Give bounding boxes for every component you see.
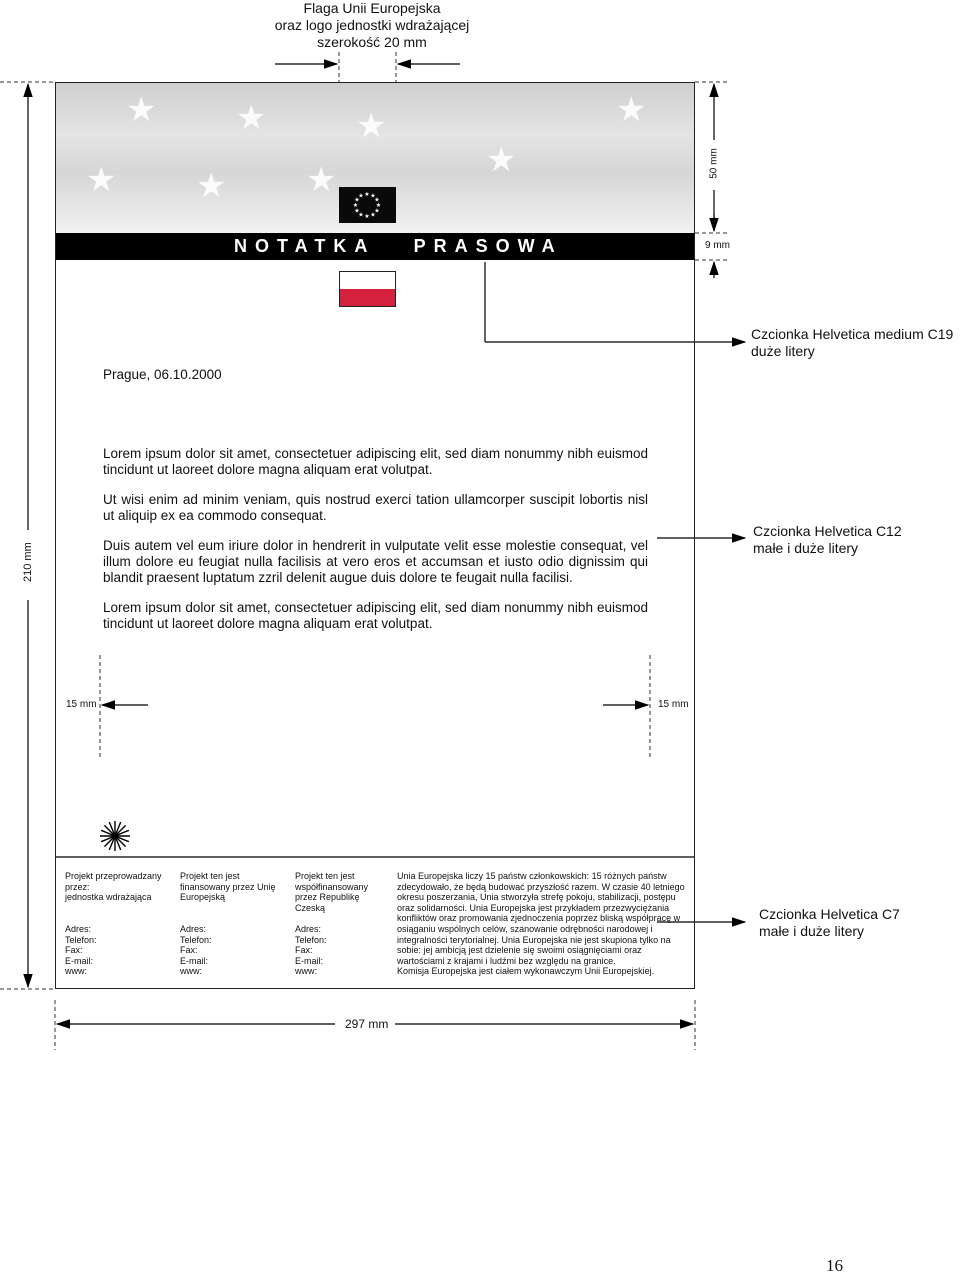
font-c7-label: Czcionka Helvetica C7 małe i duże litery xyxy=(759,906,900,939)
font-c19-label: Czcionka Helvetica medium C19 duże litery xyxy=(751,326,954,359)
width-297-label: 297 mm xyxy=(345,1017,389,1031)
height-210-label: 210 mm xyxy=(22,542,34,582)
footer-col-implementing: Projekt przeprowadzany przez: jednostka wdrażająca Adres: Telefon: Fax: E-mail: www: xyxy=(65,871,162,977)
eu-flag-banner-image: ★ ★ ★ ★ ★ ★ ★ ★ xyxy=(56,83,694,233)
svg-text:★: ★ xyxy=(370,192,376,200)
page-number: 16 xyxy=(826,1256,843,1275)
svg-text:★: ★ xyxy=(358,192,364,200)
footer-eu-description: Unia Europejska liczy 15 państw członkowskich: 15 różnych państw zdecydowało, że będą budować przyszłość razem. W czasie 40 letniego okresu poszerzania, Unia stworzyła strefę pokoju, stabilizacji, postępu oraz solidarności. Unia Europejska jest przykładem przezwyciężania konfliktów oraz promowania zjednoczenia poprzez bliską współpracę w osiąganiu wspólnych celów, szanowanie odrębności narodowej i integralności terytorialnej. Unia Europejska nie jest skupiona tylko na sobie: jej ambicją jest dzielenie się swoimi osiągnięciami oraz wartościami z krajami i ludźmi bez względu na granice. Komisja Europejska jest ciałem wykonawczym Unii Europejskiej. xyxy=(397,871,685,977)
svg-text:★: ★ xyxy=(374,196,380,204)
margin-right-label: 15 mm xyxy=(658,699,689,710)
svg-text:★: ★ xyxy=(370,211,376,219)
footer-col-cz-cofunding: Projekt ten jest współfinansowany przez Republikę Czeską Adres: Telefon: Fax: E-mail: www: xyxy=(295,871,369,977)
svg-text:★: ★ xyxy=(354,207,360,215)
margin-left-label: 15 mm xyxy=(66,699,97,710)
svg-text:★: ★ xyxy=(374,207,380,215)
svg-text:★: ★ xyxy=(358,211,364,219)
svg-text:★: ★ xyxy=(364,213,370,220)
paragraph-4: Lorem ipsum dolor sit amet, consectetuer adipiscing elit, sed diam nonummy nibh euismod tincidunt ut laoreet dolore magna aliquam erat volutpat. xyxy=(103,600,648,631)
svg-text:★: ★ xyxy=(354,196,360,204)
svg-text:★: ★ xyxy=(364,191,370,198)
svg-text:★: ★ xyxy=(375,202,382,209)
press-release-title: NOTATKA PRASOWA xyxy=(56,233,694,260)
date-line: Prague, 06.10.2000 xyxy=(103,367,222,382)
font-c12-label: Czcionka Helvetica C12 małe i duże litery xyxy=(753,523,902,556)
height-9-label: 9 mm xyxy=(705,240,730,251)
paragraph-2: Ut wisi enim ad minim veniam, quis nostrud exerci tation ullamcorper suscipit lobortis nisl ut aliquip ex ea commodo consequat. xyxy=(103,492,648,523)
starburst-logo-icon xyxy=(98,819,132,853)
svg-text:★: ★ xyxy=(352,202,359,209)
height-50-label: 50 mm xyxy=(708,148,720,179)
footer-col-eu-funding: Projekt ten jest finansowany przez Unię Europejską Adres: Telefon: Fax: E-mail: www: xyxy=(180,871,276,977)
poland-flag-icon xyxy=(339,271,396,307)
eu-flag-icon xyxy=(339,187,396,223)
paragraph-1: Lorem ipsum dolor sit amet, consectetuer adipiscing elit, sed diam nonummy nibh euismod tincidunt ut laoreet dolore magna aliquam erat volutpat. xyxy=(103,446,648,477)
flag-note: Flaga Unii Europejska oraz logo jednostki wdrażającej szerokość 20 mm xyxy=(274,0,470,50)
paragraph-3: Duis autem vel eum iriure dolor in hendrerit in vulputate velit esse molestie consequat, vel illum dolore eu feugiat nulla facilisis at vero eros et accumsan et iusto odio dignissim qui blandit praesent luptatum zzril delenit augue duis dolore te feugait nulla facilisi. xyxy=(103,538,648,585)
